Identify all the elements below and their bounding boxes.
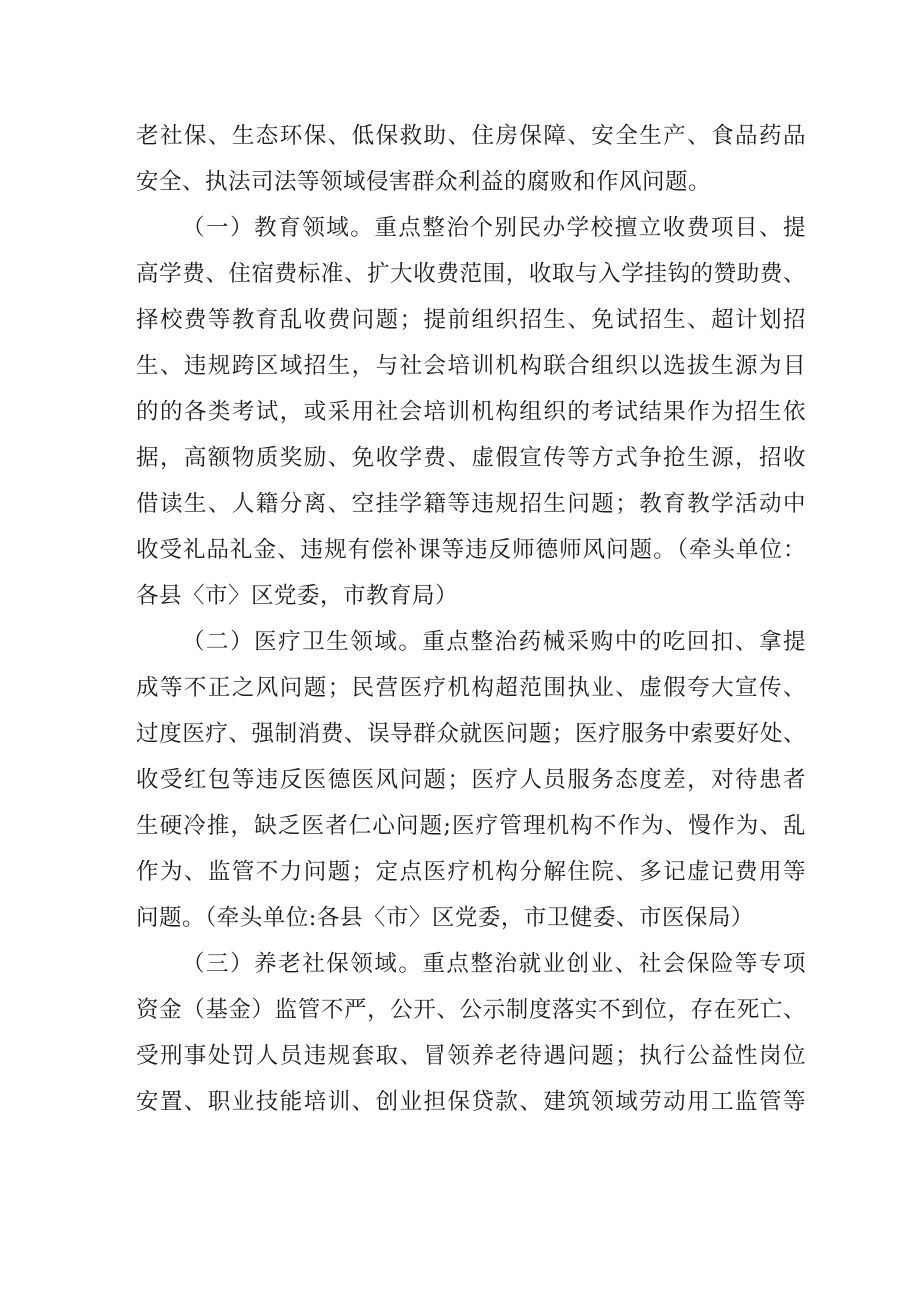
text-line-10: 收受礼品礼金、违规有偿补课等违反师德师风问题。（牵头单位： [136, 537, 806, 563]
text-line-11: 各县〈市〉区党委，市教育局） [136, 583, 459, 609]
text-line-15: 收受红包等违反医德医风问题；医疗人员服务态度差，对待患者 [136, 767, 806, 793]
section-1-heading-line: （一）教育领域。重点整治个别民办学校擅立收费项目、提 [182, 215, 806, 241]
section-3-heading-line: （三）养老社保领域。重点整治就业创业、社会保险等专项 [182, 951, 806, 977]
text-line-1: 老社保、生态环保、低保救助、住房保障、安全生产、食品药品 [136, 123, 806, 149]
text-line-5: 择校费等教育乱收费问题；提前组织招生、免试招生、超计划招 [136, 307, 806, 333]
section-2-heading-line: （二）医疗卫生领域。重点整治药械采购中的吃回扣、拿提 [182, 629, 806, 655]
text-line-9: 借读生、人籍分离、空挂学籍等违规招生问题；教育教学活动中 [136, 491, 806, 517]
text-line-22: 安置、职业技能培训、创业担保贷款、建筑领域劳动用工监管等 [136, 1089, 806, 1115]
text-line-16: 生硬冷推，缺乏医者仁心问题;医疗管理机构不作为、慢作为、乱 [136, 813, 806, 839]
text-line-13: 成等不正之风问题；民营医疗机构超范围执业、虚假夸大宣传、 [136, 675, 806, 701]
text-line-18: 问题。（牵头单位:各县〈市〉区党委，市卫健委、市医保局） [136, 905, 754, 931]
text-line-8: 据，高额物质奖励、免收学费、虚假宣传等方式争抢生源，招收 [136, 445, 806, 471]
text-line-17: 作为、监管不力问题；定点医疗机构分解住院、多记虚记费用等 [136, 859, 806, 885]
text-line-2: 安全、执法司法等领域侵害群众利益的腐败和作风问题。 [136, 169, 712, 195]
text-line-21: 受刑事处罚人员违规套取、冒领养老待遇问题；执行公益性岗位 [136, 1043, 806, 1069]
text-line-4: 高学费、住宿费标准、扩大收费范围，收取与入学挂钩的赞助费、 [136, 261, 806, 287]
text-line-7: 的的各类考试，或采用社会培训机构组织的考试结果作为招生依 [136, 399, 806, 425]
text-line-20: 资金（基金）监管不严，公开、公示制度落实不到位，存在死亡、 [136, 997, 806, 1023]
text-line-14: 过度医疗、强制消费、误导群众就医问题；医疗服务中索要好处、 [136, 721, 806, 747]
text-line-6: 生、违规跨区域招生，与社会培训机构联合组织以选拔生源为目 [136, 353, 806, 379]
